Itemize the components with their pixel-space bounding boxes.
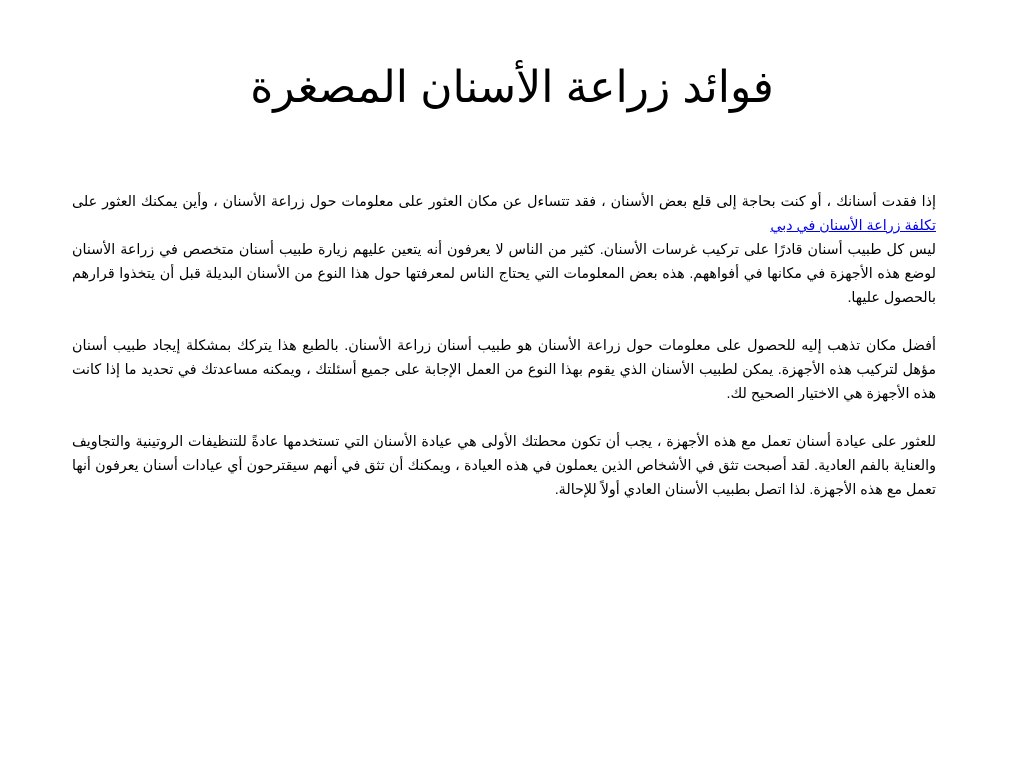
slide-title: فوائد زراعة الأسنان المصغرة bbox=[250, 63, 774, 112]
paragraph-specialist: ليس كل طبيب أسنان قادرًا على تركيب غرسات الأسنان. كثير من الناس لا يعرفون أنه يتعين عليهم زيارة طبيب أسنان متخصص في زراعة الأسنان لوضع هذه الأجهزة في مكانها في أفواههم. هذه بعض المعلومات التي يحتاج الناس لمعرفتها حول هذا النوع من الأسنان البديلة قبل أن يتخذوا قرارهم بالحصول عليها. bbox=[72, 242, 936, 306]
intro-text: إذا فقدت أسنانك ، أو كنت بحاجة إلى قلع بعض الأسنان ، فقد تتساءل عن مكان العثور على معلومات حول زراعة الأسنان ، وأين يمكنك العثور على bbox=[72, 194, 936, 210]
paragraph-best-place: أفضل مكان تذهب إليه للحصول على معلومات حول زراعة الأسنان هو طبيب أسنان زراعة الأسنان. بالطبع هذا يتركك بمشكلة إيجاد طبيب أسنان مؤهل لتركيب هذه الأجهزة. يمكن لطبيب الأسنان الذي يقوم بهذا النوع من العمل الإجابة على جميع أسئلتك ، ويمكنه مساعدتك في تحديد ما إذا كانت هذه الأجهزة هي الاختيار الصحيح لك. bbox=[72, 338, 936, 402]
slide-body bbox=[72, 190, 936, 526]
dubai-implant-cost-link[interactable]: تكلفة زراعة الأسنان في دبي bbox=[770, 218, 936, 234]
intro-paragraph bbox=[72, 190, 936, 238]
paragraph-find-clinic: للعثور على عيادة أسنان تعمل مع هذه الأجهزة ، يجب أن تكون محطتك الأولى هي عيادة الأسنان التي تستخدمها عادةً للتنظيفات الروتينية والتجاويف والعناية بالفم العادية. لقد أصبحت تثق في الأشخاص الذين يعملون في هذه العيادة ، ويمكنك أن تثق في أنهم سيقترحون أي عيادات أسنان يعرفون أنها تعمل مع هذه الأجهزة. لذا اتصل بطبيب الأسنان العادي أولاً للإحالة. bbox=[72, 434, 936, 498]
